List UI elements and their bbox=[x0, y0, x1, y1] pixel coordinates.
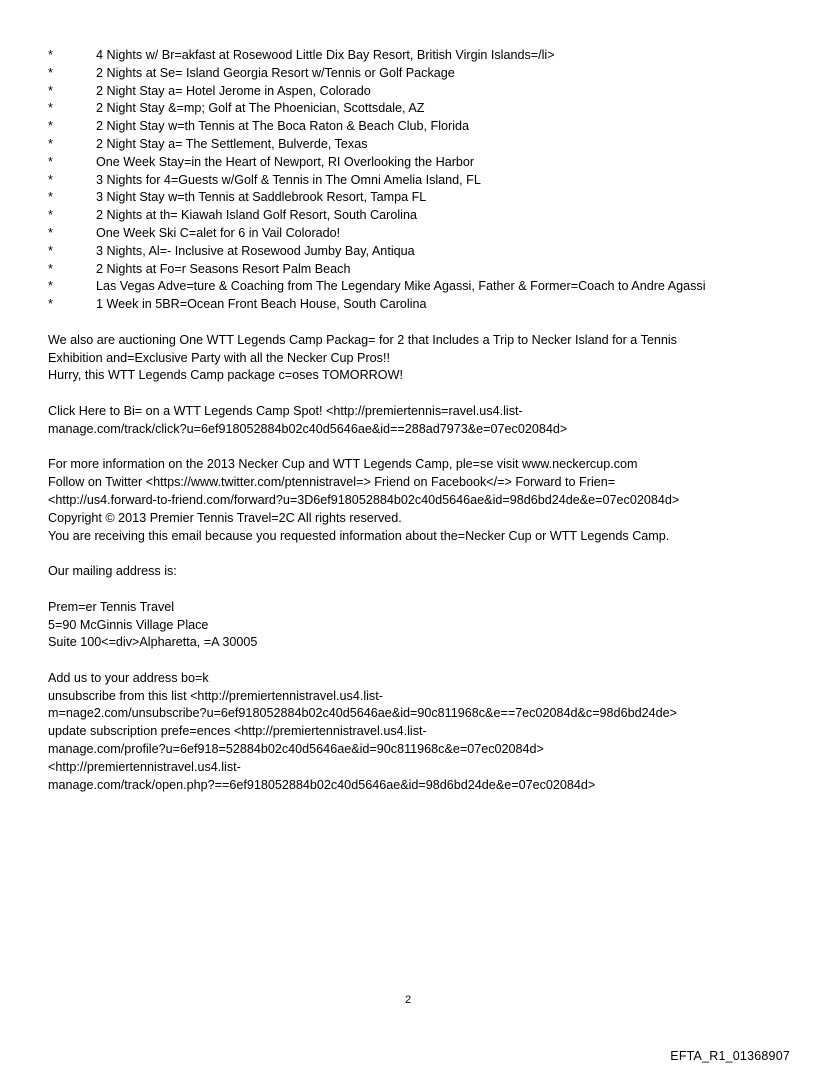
list-item bbox=[48, 47, 788, 65]
list-item-text: 3 Nights for 4=Guests w/Golf & Tennis in The Omni Amelia Island, FL bbox=[96, 172, 481, 187]
spacer bbox=[48, 581, 788, 599]
list-item-text: 2 Nights at Se= Island Georgia Resort w/Tennis or Golf Package bbox=[96, 65, 455, 80]
bullet-marker: * bbox=[48, 101, 53, 116]
list-item-text: 3 Night Stay w=th Tennis at Saddlebrook Resort, Tampa FL bbox=[96, 190, 427, 205]
list-item-text: 2 Night Stay a= The Settlement, Bulverde, Texas bbox=[96, 136, 368, 151]
address-street: 5=90 McGinnis Village Place bbox=[48, 617, 209, 632]
bullet-marker: * bbox=[48, 297, 53, 312]
update-preferences-link[interactable]: update subscription prefe=ences <http://premiertennistravel.us4.list- bbox=[48, 724, 427, 739]
receiving-notice-line: You are receiving this email because you requested information about the=Necker Cup or WTT Legends Camp. bbox=[48, 528, 670, 543]
info-line: For more information on the 2013 Necker Cup and WTT Legends Camp, ple=se visit www.neckercup.com bbox=[48, 457, 638, 472]
auction-paragraph bbox=[48, 332, 788, 385]
auction-line: Hurry, this WTT Legends Camp package c=oses TOMORROW! bbox=[48, 368, 403, 383]
bullet-marker: * bbox=[48, 261, 53, 276]
page-number: 2 bbox=[404, 994, 412, 1006]
bullet-marker: * bbox=[48, 48, 53, 62]
bid-link-line[interactable]: manage.com/track/click?u=6ef918052884b02c40d5646ae&id==288ad7973&e=07ec02084d> bbox=[48, 421, 568, 436]
email-body bbox=[48, 47, 788, 794]
bullet-marker: * bbox=[48, 190, 53, 205]
list-item bbox=[48, 100, 788, 118]
spacer bbox=[48, 545, 788, 563]
list-item-text: 3 Nights, Al=- Inclusive at Rosewood Jumby Bay, Antiqua bbox=[96, 243, 415, 258]
copyright-line: Copyright © 2013 Premier Tennis Travel=2C All rights reserved. bbox=[48, 510, 402, 525]
info-paragraph bbox=[48, 456, 788, 545]
list-item-text: 2 Night Stay w=th Tennis at The Boca Raton & Beach Club, Florida bbox=[96, 119, 470, 134]
list-item-text: 4 Nights w/ Br=akfast at Rosewood Little Dix Bay Resort, British Virgin Islands=/li> bbox=[96, 48, 555, 62]
list-item bbox=[48, 65, 788, 83]
list-item-text: 2 Night Stay &=mp; Golf at The Phoenician, Scottsdale, AZ bbox=[96, 101, 425, 116]
list-item-text: 2 Nights at Fo=r Seasons Resort Palm Beach bbox=[96, 261, 351, 276]
bullet-marker: * bbox=[48, 279, 53, 294]
tracking-link[interactable]: manage.com/track/open.php?==6ef918052884b02c40d5646ae&id=98d6bd24de&e=07ec02084d> bbox=[48, 777, 596, 792]
bullet-marker: * bbox=[48, 208, 53, 223]
spacer bbox=[48, 439, 788, 457]
mailing-heading bbox=[48, 563, 788, 581]
list-item-text: One Week Ski C=alet for 6 in Vail Colorado! bbox=[96, 225, 341, 240]
forward-link-line[interactable]: <http://us4.forward-to-friend.com/forward?u=3D6ef918052884b02c40d5646ae&id=98d6bd24de&e=07ec02084d> bbox=[48, 492, 680, 507]
bullet-marker: * bbox=[48, 119, 53, 134]
auction-item-list bbox=[48, 47, 788, 314]
list-item-text: 1 Week in 5BR=Ocean Front Beach House, South Carolina bbox=[96, 297, 427, 312]
list-item bbox=[48, 261, 788, 279]
spacer bbox=[48, 314, 788, 332]
bullet-marker: * bbox=[48, 172, 53, 187]
list-item bbox=[48, 243, 788, 261]
bullet-marker: * bbox=[48, 83, 53, 98]
unsubscribe-link[interactable]: unsubscribe from this list <http://premiertennistravel.us4.list- bbox=[48, 688, 383, 703]
bid-link-paragraph[interactable] bbox=[48, 403, 788, 439]
list-item-text: 2 Night Stay a= Hotel Jerome in Aspen, Colorado bbox=[96, 83, 371, 98]
bid-link-line[interactable]: Click Here to Bi= on a WTT Legends Camp Spot! <http://premiertennis=ravel.us4.list- bbox=[48, 403, 523, 418]
bullet-marker: * bbox=[48, 225, 53, 240]
auction-line: We also are auctioning One WTT Legends Camp Packag= for 2 that Includes a Trip to Necker Island for a Tennis bbox=[48, 332, 677, 347]
list-item bbox=[48, 83, 788, 101]
bullet-marker: * bbox=[48, 65, 53, 80]
bullet-marker: * bbox=[48, 243, 53, 258]
list-item-text: One Week Stay=in the Heart of Newport, RI Overlooking the Harbor bbox=[96, 154, 475, 169]
list-item-text: 2 Nights at th= Kiawah Island Golf Resort, South Carolina bbox=[96, 208, 417, 223]
list-item-text: Las Vegas Adve=ture & Coaching from The Legendary Mike Agassi, Father & Former=Coach to Andre Agassi bbox=[96, 279, 706, 294]
add-to-address-book-link[interactable]: Add us to your address bo=k bbox=[48, 670, 209, 685]
list-item bbox=[48, 154, 788, 172]
spacer bbox=[48, 652, 788, 670]
list-item bbox=[48, 136, 788, 154]
tracking-link[interactable]: <http://premiertennistravel.us4.list- bbox=[48, 759, 241, 774]
bullet-marker: * bbox=[48, 136, 53, 151]
bullet-marker: * bbox=[48, 154, 53, 169]
address-name: Prem=er Tennis Travel bbox=[48, 599, 175, 614]
document-id: EFTA_R1_01368907 bbox=[670, 1049, 790, 1063]
list-item bbox=[48, 189, 788, 207]
mailing-address bbox=[48, 599, 788, 652]
auction-line: Exhibition and=Exclusive Party with all the Necker Cup Pros!! bbox=[48, 350, 390, 365]
list-item bbox=[48, 278, 788, 296]
list-item bbox=[48, 225, 788, 243]
list-item bbox=[48, 172, 788, 190]
social-links-line[interactable]: Follow on Twitter <https://www.twitter.com/ptennistravel=> Friend on Facebook</=> Forward to Frien= bbox=[48, 475, 616, 490]
mailing-heading-text: Our mailing address is: bbox=[48, 564, 177, 579]
subscription-links bbox=[48, 670, 788, 795]
list-item bbox=[48, 296, 788, 314]
unsubscribe-link[interactable]: m=nage2.com/unsubscribe?u=6ef918052884b02c40d5646ae&id=90c811968c&e==7ec02084d&c=98d6bd24de> bbox=[48, 706, 677, 721]
address-suite: Suite 100<=div>Alpharetta, =A 30005 bbox=[48, 635, 258, 650]
list-item bbox=[48, 118, 788, 136]
list-item bbox=[48, 207, 788, 225]
spacer bbox=[48, 385, 788, 403]
update-preferences-link[interactable]: manage.com/profile?u=6ef918=52884b02c40d5646ae&id=90c811968c&e=07ec02084d> bbox=[48, 742, 544, 757]
